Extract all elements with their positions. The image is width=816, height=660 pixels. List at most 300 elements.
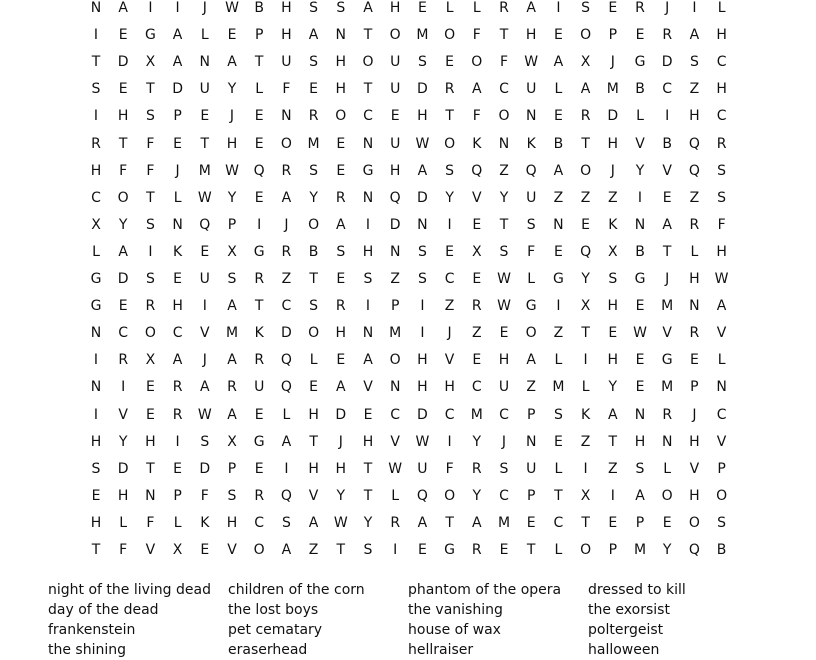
grid-letter: L bbox=[690, 243, 699, 260]
grid-letter: P bbox=[173, 487, 182, 504]
grid-letter: T bbox=[363, 487, 373, 504]
grid-letter: S bbox=[717, 514, 727, 531]
grid-letter: V bbox=[716, 325, 727, 342]
grid-letter: N bbox=[389, 243, 401, 260]
grid-letter: G bbox=[90, 298, 102, 315]
grid-letter: S bbox=[336, 0, 346, 16]
grid-letter: T bbox=[608, 433, 618, 450]
grid-letter: Q bbox=[199, 216, 211, 233]
grid-letter: W bbox=[524, 54, 539, 71]
grid-letter: U bbox=[390, 54, 401, 71]
grid-letter: J bbox=[610, 162, 615, 179]
grid-letter: T bbox=[254, 54, 264, 71]
grid-letter: E bbox=[118, 81, 128, 98]
grid-letter: O bbox=[525, 325, 537, 342]
grid-letter: V bbox=[308, 487, 319, 504]
grid-letter: H bbox=[281, 27, 292, 44]
grid-letter: Z bbox=[553, 325, 564, 342]
grid-letter: T bbox=[445, 514, 454, 531]
grid-letter: X bbox=[227, 243, 237, 260]
grid-letter: A bbox=[608, 406, 618, 423]
grid-letter: E bbox=[309, 379, 319, 396]
grid-letter: T bbox=[363, 460, 373, 477]
grid-letter: A bbox=[281, 189, 292, 206]
grid-letter: E bbox=[200, 108, 210, 125]
grid-letter: X bbox=[580, 487, 591, 504]
grid-letter: D bbox=[117, 54, 129, 71]
grid-letter: R bbox=[335, 298, 346, 315]
grid-letter: E bbox=[336, 352, 346, 369]
grid-letter: Y bbox=[499, 189, 509, 206]
grid-letter: D bbox=[199, 460, 211, 477]
grid-letter: R bbox=[118, 352, 129, 369]
grid-letter: W bbox=[197, 406, 212, 423]
grid-letter: N bbox=[362, 135, 374, 152]
grid-letter: L bbox=[119, 514, 128, 531]
grid-letter: A bbox=[118, 0, 128, 16]
grid-letter: U bbox=[390, 135, 401, 152]
grid-letter: A bbox=[200, 379, 210, 396]
grid-letter: Q bbox=[253, 162, 265, 179]
grid-letter: J bbox=[665, 0, 670, 16]
grid-letter: L bbox=[200, 27, 209, 44]
grid-letter: H bbox=[145, 433, 156, 450]
grid-letter: S bbox=[608, 271, 618, 287]
grid-letter: E bbox=[635, 352, 645, 369]
grid-letter: I bbox=[447, 433, 452, 450]
grid-letter: M bbox=[307, 135, 320, 152]
grid-letter: L bbox=[173, 189, 182, 206]
grid-letter: H bbox=[498, 352, 510, 369]
grid-letter: K bbox=[608, 216, 618, 233]
grid-letter: N bbox=[661, 433, 673, 450]
grid-letter: G bbox=[525, 298, 537, 315]
grid-letter: A bbox=[716, 298, 727, 315]
grid-letter: H bbox=[389, 0, 401, 16]
grid-letter: W bbox=[714, 271, 729, 287]
grid-letter: O bbox=[580, 162, 592, 179]
grid-letter: D bbox=[417, 406, 428, 423]
grid-letter: G bbox=[362, 162, 374, 179]
grid-letter: H bbox=[716, 27, 727, 44]
grid-letter: S bbox=[309, 162, 319, 179]
grid-letter: H bbox=[90, 162, 102, 179]
word-item: house of wax bbox=[408, 622, 501, 638]
grid-letter: M bbox=[416, 27, 429, 44]
grid-letter: E bbox=[635, 298, 645, 315]
grid-letter: E bbox=[254, 189, 264, 206]
grid-letter: S bbox=[281, 514, 291, 531]
grid-letter: V bbox=[716, 433, 727, 450]
grid-letter: H bbox=[607, 352, 619, 369]
grid-letter: E bbox=[662, 514, 672, 531]
grid-letter: N bbox=[362, 325, 374, 342]
grid-letter: H bbox=[607, 298, 619, 315]
grid-letter: U bbox=[417, 460, 428, 477]
grid-letter: P bbox=[690, 379, 699, 396]
grid-letter: F bbox=[146, 135, 155, 152]
grid-letter: P bbox=[608, 27, 618, 44]
word-item: the exorsist bbox=[588, 602, 670, 618]
grid-letter: H bbox=[417, 352, 428, 369]
grid-letter: X bbox=[580, 54, 591, 71]
grid-letter: N bbox=[525, 108, 537, 125]
grid-letter: A bbox=[281, 433, 292, 450]
grid-letter: Z bbox=[689, 81, 700, 98]
grid-letter: O bbox=[335, 108, 347, 125]
grid-letter: T bbox=[499, 216, 509, 233]
grid-letter: C bbox=[471, 379, 482, 396]
grid-letter: A bbox=[526, 0, 536, 16]
grid-letter: P bbox=[173, 108, 182, 125]
grid-letter: B bbox=[308, 243, 319, 260]
grid-letter: O bbox=[389, 27, 401, 44]
word-item: night of the living dead bbox=[48, 582, 211, 598]
grid-letter: O bbox=[253, 542, 265, 558]
grid-letter: M bbox=[389, 325, 402, 342]
grid-letter: U bbox=[281, 54, 292, 71]
grid-letter: F bbox=[282, 81, 291, 98]
grid-letter: A bbox=[417, 514, 428, 531]
grid-letter: J bbox=[202, 0, 207, 16]
grid-letter: N bbox=[145, 487, 156, 504]
grid-letter: N bbox=[90, 379, 102, 396]
grid-letter: U bbox=[498, 379, 510, 396]
grid-letter: V bbox=[227, 542, 237, 558]
grid-letter: C bbox=[363, 108, 373, 125]
grid-letter: E bbox=[445, 243, 455, 260]
grid-letter: S bbox=[200, 433, 210, 450]
word-item: frankenstein bbox=[48, 622, 136, 638]
grid-letter: C bbox=[499, 487, 509, 504]
grid-letter: F bbox=[499, 54, 509, 71]
grid-letter: Y bbox=[472, 433, 482, 450]
grid-letter: P bbox=[254, 27, 264, 44]
grid-letter: H bbox=[634, 433, 646, 450]
grid-letter: L bbox=[472, 0, 481, 16]
word-item: the lost boys bbox=[228, 602, 319, 618]
grid-letter: W bbox=[225, 0, 239, 16]
grid-letter: E bbox=[336, 162, 346, 179]
grid-letter: L bbox=[554, 81, 563, 98]
grid-letter: I bbox=[148, 0, 153, 16]
grid-letter: S bbox=[717, 189, 727, 206]
grid-letter: S bbox=[145, 271, 155, 287]
grid-letter: E bbox=[173, 135, 183, 152]
grid-letter: E bbox=[553, 433, 563, 450]
grid-letter: E bbox=[417, 542, 427, 558]
grid-letter: S bbox=[717, 162, 727, 179]
grid-letter: T bbox=[309, 433, 318, 450]
grid-letter: X bbox=[145, 352, 156, 369]
grid-letter: V bbox=[118, 406, 128, 423]
grid-letter: U bbox=[526, 460, 537, 477]
grid-letter: R bbox=[227, 379, 237, 396]
grid-letter: T bbox=[200, 135, 210, 152]
grid-letter: G bbox=[444, 542, 456, 558]
grid-letter: Z bbox=[444, 298, 455, 315]
grid-letter: Y bbox=[635, 162, 645, 179]
grid-letter: U bbox=[199, 271, 210, 287]
grid-letter: R bbox=[281, 162, 292, 179]
word-list bbox=[0, 580, 816, 660]
grid-letter: O bbox=[362, 54, 374, 71]
grid-letter: X bbox=[172, 542, 183, 558]
grid-letter: I bbox=[420, 298, 425, 315]
grid-letter: A bbox=[172, 54, 183, 71]
grid-letter: B bbox=[635, 243, 645, 260]
grid-letter: T bbox=[499, 27, 509, 44]
grid-letter: S bbox=[227, 271, 237, 287]
grid-letter: S bbox=[91, 460, 101, 477]
grid-letter: K bbox=[526, 135, 536, 152]
grid-letter: N bbox=[689, 298, 700, 315]
grid-letter: G bbox=[144, 27, 156, 44]
grid-letter: V bbox=[363, 379, 373, 396]
word-item: phantom of the opera bbox=[408, 582, 562, 598]
grid-letter: D bbox=[661, 54, 673, 71]
grid-letter: X bbox=[91, 216, 101, 233]
grid-letter: I bbox=[93, 352, 99, 369]
grid-letter: H bbox=[281, 0, 292, 16]
grid-letter: C bbox=[118, 325, 129, 342]
grid-letter: M bbox=[552, 379, 565, 396]
grid-letter: I bbox=[284, 460, 289, 477]
grid-letter: Y bbox=[608, 379, 618, 396]
grid-letter: T bbox=[336, 542, 346, 558]
grid-letter: S bbox=[363, 271, 373, 287]
grid-letter: H bbox=[444, 379, 455, 396]
grid-letter: I bbox=[420, 325, 425, 342]
grid-letter: C bbox=[716, 406, 727, 423]
grid-letter: T bbox=[445, 108, 454, 125]
grid-letter: F bbox=[146, 162, 155, 179]
grid-letter: I bbox=[365, 216, 371, 233]
grid-letter: K bbox=[472, 135, 482, 152]
grid-letter: H bbox=[417, 108, 428, 125]
grid-letter: Y bbox=[445, 189, 454, 206]
grid-letter: Z bbox=[499, 162, 509, 179]
grid-letter: V bbox=[472, 189, 482, 206]
word-item: the shining bbox=[48, 642, 127, 658]
grid-letter: N bbox=[498, 135, 510, 152]
grid-letter: Z bbox=[390, 271, 400, 287]
grid-letter: V bbox=[662, 162, 672, 179]
grid-letter: N bbox=[716, 379, 727, 396]
grid-letter: C bbox=[91, 189, 101, 206]
grid-letter: R bbox=[254, 352, 265, 369]
grid-letter: E bbox=[553, 108, 563, 125]
grid-letter: E bbox=[336, 135, 346, 152]
grid-letter: S bbox=[445, 162, 455, 179]
grid-letter: S bbox=[309, 0, 319, 16]
grid-letter: Q bbox=[280, 487, 292, 504]
grid-letter: A bbox=[363, 0, 373, 16]
word-item: poltergeist bbox=[588, 622, 664, 638]
grid-letter: U bbox=[526, 81, 537, 98]
grid-letter: H bbox=[689, 108, 700, 125]
grid-letter: J bbox=[665, 271, 670, 287]
grid-letter: O bbox=[308, 325, 320, 342]
grid-letter: M bbox=[497, 514, 511, 531]
grid-letter: A bbox=[526, 352, 536, 369]
grid-letter: A bbox=[227, 54, 237, 71]
grid-letter: R bbox=[254, 487, 265, 504]
grid-letter: X bbox=[608, 243, 618, 260]
grid-letter: E bbox=[336, 271, 346, 287]
grid-letter: E bbox=[635, 379, 645, 396]
grid-letter: A bbox=[553, 162, 564, 179]
grid-letter: I bbox=[393, 542, 398, 558]
grid-letter: Q bbox=[688, 542, 700, 558]
grid-letter: U bbox=[526, 189, 537, 206]
grid-letter: E bbox=[145, 406, 155, 423]
grid-letter: M bbox=[606, 81, 619, 98]
grid-letter: I bbox=[175, 0, 180, 16]
grid-letter: S bbox=[499, 243, 509, 260]
grid-letter: B bbox=[662, 135, 672, 152]
grid-letter: T bbox=[581, 325, 590, 342]
grid-letter: W bbox=[497, 271, 511, 287]
grid-letter: H bbox=[226, 514, 238, 531]
grid-letter: A bbox=[118, 243, 128, 260]
grid-letter: E bbox=[445, 54, 455, 71]
grid-letter: C bbox=[444, 271, 455, 287]
grid-letter: A bbox=[363, 352, 373, 369]
grid-letter: Z bbox=[308, 542, 319, 558]
grid-letter: E bbox=[472, 216, 482, 233]
grid-letter: A bbox=[689, 27, 700, 44]
grid-letter: S bbox=[581, 0, 591, 16]
grid-letter: M bbox=[633, 542, 647, 558]
grid-letter: X bbox=[472, 243, 482, 260]
grid-letter: E bbox=[499, 325, 509, 342]
grid-letter: H bbox=[90, 433, 102, 450]
grid-letter: I bbox=[583, 352, 588, 369]
grid-letter: E bbox=[200, 243, 210, 260]
grid-letter: Y bbox=[118, 216, 128, 233]
grid-letter: G bbox=[90, 271, 102, 287]
grid-letter: C bbox=[444, 406, 455, 423]
grid-letter: T bbox=[91, 54, 101, 71]
grid-letter: C bbox=[254, 514, 265, 531]
grid-letter: I bbox=[148, 243, 153, 260]
grid-letter: R bbox=[444, 81, 455, 98]
grid-letter: R bbox=[689, 216, 700, 233]
grid-letter: T bbox=[363, 81, 373, 98]
grid-letter: G bbox=[253, 433, 265, 450]
grid-letter: T bbox=[254, 298, 264, 315]
grid-letter: H bbox=[689, 487, 700, 504]
grid-letter: R bbox=[662, 27, 673, 44]
grid-letter: P bbox=[526, 487, 536, 504]
grid-letter: T bbox=[662, 243, 672, 260]
grid-letter: F bbox=[472, 27, 481, 44]
grid-letter: E bbox=[200, 542, 210, 558]
grid-letter: A bbox=[281, 542, 292, 558]
grid-letter: E bbox=[553, 243, 563, 260]
grid-letter: I bbox=[637, 189, 643, 206]
grid-letter: R bbox=[662, 406, 673, 423]
grid-letter: N bbox=[417, 216, 428, 233]
grid-letter: E bbox=[390, 108, 400, 125]
grid-letter: Z bbox=[526, 379, 536, 396]
grid-letter: F bbox=[527, 243, 536, 260]
grid-letter: L bbox=[581, 379, 590, 396]
grid-letter: Y bbox=[472, 487, 482, 504]
grid-letter: H bbox=[716, 243, 727, 260]
grid-letter: N bbox=[362, 189, 374, 206]
grid-letter: L bbox=[527, 271, 536, 287]
grid-letter: L bbox=[92, 243, 100, 260]
grid-letter: M bbox=[661, 379, 674, 396]
grid-letter: K bbox=[581, 406, 591, 423]
grid-letter: Q bbox=[416, 487, 428, 504]
grid-letter: E bbox=[553, 27, 563, 44]
grid-letter: S bbox=[417, 243, 427, 260]
grid-letter: Y bbox=[227, 189, 237, 206]
grid-letter: E bbox=[254, 460, 264, 477]
grid-letter: K bbox=[254, 325, 264, 342]
grid-letter: C bbox=[172, 325, 183, 342]
grid-letter: U bbox=[199, 81, 210, 98]
grid-letter: I bbox=[93, 406, 99, 423]
grid-letter: H bbox=[117, 108, 129, 125]
grid-letter: S bbox=[309, 298, 319, 315]
word-column bbox=[588, 580, 686, 660]
grid-letter: S bbox=[363, 542, 373, 558]
grid-letter: U bbox=[254, 379, 265, 396]
grid-letter: F bbox=[119, 162, 128, 179]
grid-letter: R bbox=[91, 135, 101, 152]
grid-letter: Y bbox=[309, 189, 318, 206]
grid-letter: H bbox=[389, 162, 401, 179]
grid-letter: O bbox=[444, 27, 456, 44]
grid-letter: T bbox=[554, 487, 563, 504]
grid-letter: O bbox=[117, 189, 129, 206]
grid-letter: O bbox=[444, 135, 456, 152]
grid-letter: D bbox=[417, 189, 428, 206]
grid-letter: Q bbox=[525, 162, 537, 179]
grid-letter: I bbox=[610, 487, 615, 504]
grid-letter: P bbox=[526, 406, 536, 423]
word-item: eraserhead bbox=[228, 642, 308, 658]
grid-letter: M bbox=[225, 325, 239, 342]
grid-letter: F bbox=[717, 216, 726, 233]
grid-letter: S bbox=[309, 54, 319, 71]
grid-letter: N bbox=[281, 108, 292, 125]
grid-letter: E bbox=[526, 514, 536, 531]
grid-letter: I bbox=[93, 27, 99, 44]
grid-letter: T bbox=[146, 81, 155, 98]
grid-letter: Z bbox=[580, 189, 591, 206]
grid-letter: C bbox=[553, 514, 564, 531]
word-item: dressed to kill bbox=[588, 582, 686, 598]
grid-letter: D bbox=[417, 81, 428, 98]
grid-letter: R bbox=[335, 189, 346, 206]
grid-letter: N bbox=[199, 54, 211, 71]
grid-letter: C bbox=[499, 81, 509, 98]
grid-letter: V bbox=[635, 135, 645, 152]
grid-letter: V bbox=[689, 460, 700, 477]
word-item: the vanishing bbox=[408, 602, 503, 618]
grid-letter: H bbox=[90, 514, 102, 531]
grid-letter: Z bbox=[689, 189, 700, 206]
grid-letter: E bbox=[581, 216, 591, 233]
grid-letter: Q bbox=[580, 243, 592, 260]
grid-letter: A bbox=[227, 352, 237, 369]
grid-letter: H bbox=[607, 135, 619, 152]
